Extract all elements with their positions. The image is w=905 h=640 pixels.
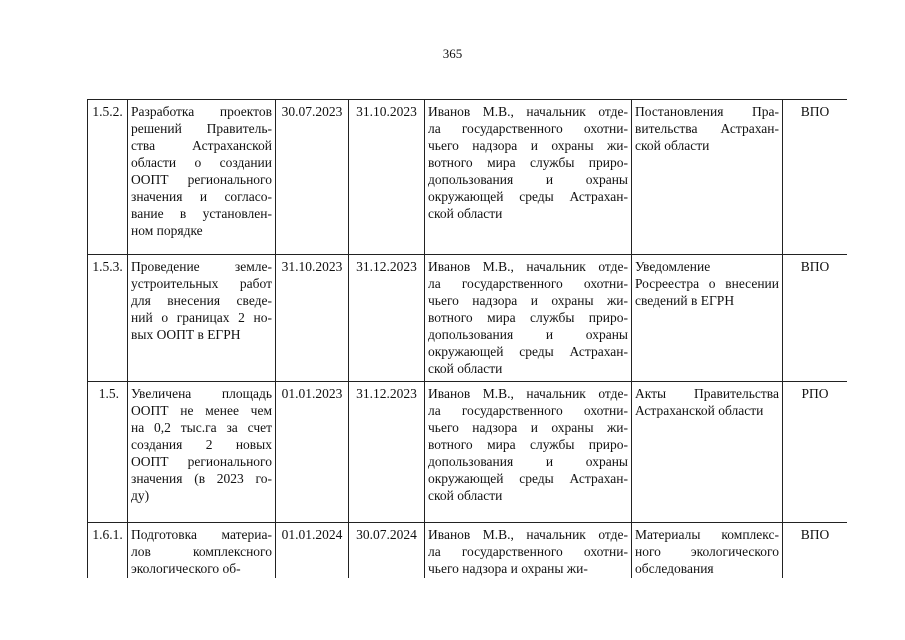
responsible-person <box>425 382 632 523</box>
start-date: 01.01.2024 <box>276 523 349 579</box>
responsible-person-line: Иванов М.В., начальник отде- <box>428 104 628 119</box>
result-document-line: Материалы комплекс- <box>635 527 779 542</box>
item-name-line: ООПТ не менее чем <box>131 403 272 418</box>
end-date: 31.12.2023 <box>349 255 425 382</box>
item-number: 1.5.2. <box>88 100 128 255</box>
result-document-line: Постановления Пра- <box>635 104 779 119</box>
table-row <box>88 523 848 579</box>
responsible-person-line: ской области <box>428 206 503 221</box>
responsible-person-line: чьего надзора и охраны жи- <box>428 293 628 308</box>
item-name-line: Увеличена площадь <box>131 386 272 401</box>
plan-table-body <box>88 100 848 579</box>
responsible-person-line: допользования и охраны <box>428 327 628 342</box>
item-name-line: Подготовка материа- <box>131 527 272 542</box>
result-document-line: обследования <box>635 561 714 576</box>
item-name-line: Проведение земле- <box>131 259 272 274</box>
item-name-line: создания 2 новых <box>131 437 272 452</box>
type-code: ВПО <box>783 255 848 382</box>
responsible-person <box>425 523 632 579</box>
result-document-line: Акты Правительства <box>635 386 779 401</box>
end-date: 31.12.2023 <box>349 382 425 523</box>
item-name-line: устроительных работ <box>131 276 272 291</box>
start-date: 01.01.2023 <box>276 382 349 523</box>
responsible-person-line: окружающей среды Астрахан- <box>428 344 628 359</box>
item-name-line: для внесения сведе- <box>131 293 272 308</box>
item-name-line: значения и согласо- <box>131 189 272 204</box>
responsible-person-line: ской области <box>428 488 503 503</box>
responsible-person-line: ской области <box>428 361 503 376</box>
item-name-line: вание в установлен- <box>131 206 272 221</box>
table-row <box>88 382 848 523</box>
item-name-line: Разработка проектов <box>131 104 272 119</box>
responsible-person-line: вотного мира службы приро- <box>428 437 628 452</box>
item-name-line: ООПТ регионального <box>131 454 272 469</box>
result-document <box>632 382 783 523</box>
start-date: 30.07.2023 <box>276 100 349 255</box>
end-date: 30.07.2024 <box>349 523 425 579</box>
responsible-person <box>425 100 632 255</box>
item-name-line: на 0,2 тыс.га за счет <box>131 420 272 435</box>
result-document-line: ской области <box>635 138 710 153</box>
item-name-line: вых ООПТ в ЕГРН <box>131 327 241 342</box>
item-name-line: ний о границах 2 но- <box>131 310 272 325</box>
result-document-line: вительства Астрахан- <box>635 121 779 136</box>
responsible-person-line: чьего надзора и охраны жи- <box>428 561 588 576</box>
responsible-person-line: Иванов М.В., начальник отде- <box>428 527 628 542</box>
page-number: 365 <box>442 46 463 61</box>
responsible-person-line: ла государственного охотни- <box>428 544 628 559</box>
responsible-person-line: ла государственного охотни- <box>428 403 628 418</box>
type-code: ВПО <box>783 523 848 579</box>
responsible-person-line: вотного мира службы приро- <box>428 310 628 325</box>
responsible-person-line: ла государственного охотни- <box>428 276 628 291</box>
result-document-line: Астраханской области <box>635 403 764 418</box>
start-date: 31.10.2023 <box>276 255 349 382</box>
item-name <box>128 100 276 255</box>
type-code: ВПО <box>783 100 848 255</box>
item-name <box>128 523 276 579</box>
item-name-line: области о создании <box>131 155 272 170</box>
item-name <box>128 255 276 382</box>
item-name-line: лов комплексного <box>131 544 272 559</box>
plan-table <box>87 99 847 578</box>
item-name-line: ду) <box>131 488 150 503</box>
table-row <box>88 100 848 255</box>
result-document <box>632 523 783 579</box>
responsible-person-line: чьего надзора и охраны жи- <box>428 420 628 435</box>
item-name-line: ООПТ регионального <box>131 172 272 187</box>
item-number: 1.5. <box>88 382 128 523</box>
result-document <box>632 100 783 255</box>
result-document-line: Уведомление <box>635 259 711 274</box>
result-document-line: Росреестра о внесении <box>635 276 779 291</box>
result-document-line: сведений в ЕГРН <box>635 293 735 308</box>
item-name-line: ства Астраханской <box>131 138 272 153</box>
responsible-person-line: ла государственного охотни- <box>428 121 628 136</box>
responsible-person-line: допользования и охраны <box>428 172 628 187</box>
responsible-person <box>425 255 632 382</box>
result-document-line: ного экологического <box>635 544 779 559</box>
result-document <box>632 255 783 382</box>
end-date: 31.10.2023 <box>349 100 425 255</box>
item-name-line: решений Правитель- <box>131 121 272 136</box>
responsible-person-line: Иванов М.В., начальник отде- <box>428 259 628 274</box>
responsible-person-line: окружающей среды Астрахан- <box>428 471 628 486</box>
responsible-person-line: окружающей среды Астрахан- <box>428 189 628 204</box>
item-name-line: ном порядке <box>131 223 203 238</box>
responsible-person-line: допользования и охраны <box>428 454 628 469</box>
item-name <box>128 382 276 523</box>
item-number: 1.6.1. <box>88 523 128 579</box>
responsible-person-line: Иванов М.В., начальник отде- <box>428 386 628 401</box>
responsible-person-line: вотного мира службы приро- <box>428 155 628 170</box>
responsible-person-line: чьего надзора и охраны жи- <box>428 138 628 153</box>
type-code: РПО <box>783 382 848 523</box>
item-name-line: экологического об- <box>131 561 241 576</box>
item-number: 1.5.3. <box>88 255 128 382</box>
table-row <box>88 255 848 382</box>
plan-table-container <box>87 99 847 578</box>
item-name-line: значения (в 2023 го- <box>131 471 272 486</box>
